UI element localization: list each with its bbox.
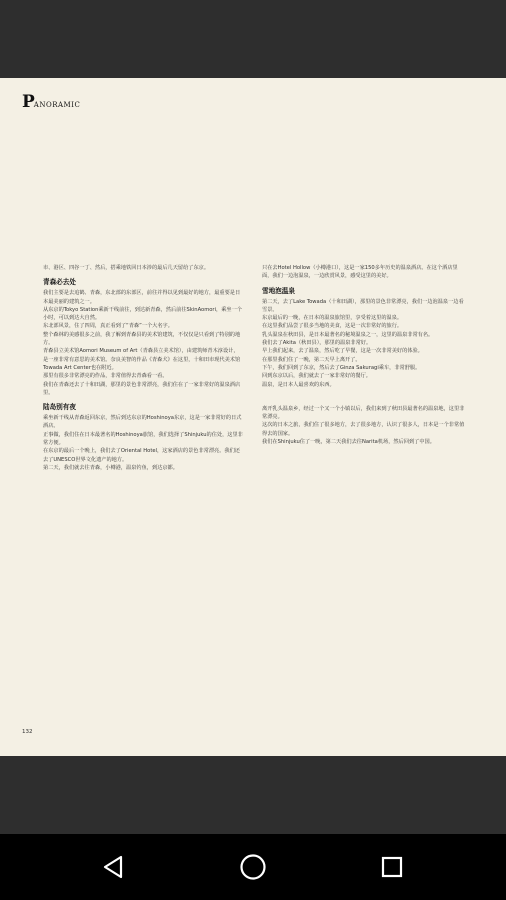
right-paragraph: 我们去了Akita（秋田县），那里的温泉非常好。 (262, 340, 372, 347)
right-paragraph: 在这里我们品尝了很多当地的美食，这是一次非常好的旅行。 (262, 323, 403, 330)
right-paragraph: 东京最后的一晚，在日本的温泉旅馆里，享受着这里的温泉。 (262, 315, 403, 322)
right-paragraph: 我们在Shinjuku住了一晚，第二天我们去往Narita机场，然后回到了中国。 (262, 439, 435, 446)
left-paragraph: 在东京的最后一个晚上，我们去了Oriental Hotel，这家酒店的景色非常漂亮。我们还去了UNESCO世界文化遗产的地方。 (43, 448, 240, 463)
left-paragraph: 那里有很多非常漂亮的作品，非常值得去青森看一看。 (43, 373, 168, 380)
left-paragraph: 乘坐新干线从青森返回东京，然后到达东京的Hoshinoya东京，这是一家非常好的日式酒店。 (43, 415, 242, 430)
right-paragraph: 下午，我们回到了东京，然后去了Ginza Sakuragi乘车，非常舒服。 (262, 364, 421, 371)
left-paragraph: 整个森林的美感很多之前，我了解到青森县的美术馆建筑，不仅仅是只看到了特别的地方。 (43, 331, 241, 347)
magazine-page[interactable] (0, 78, 506, 756)
reader-bottom-area (0, 756, 506, 834)
right-paragraph: 乳头温泉在秋田县，是日本最著名的秘境温泉之一，这里的温泉非常有名。 (262, 331, 434, 338)
left-paragraph: 第二天，我们就去往青森，小樽港，温泉钓鱼，到达京都。 (43, 464, 178, 471)
page-number: 132 (22, 729, 33, 735)
right-paragraph: 温泉，是日本人最喜欢的东西。 (262, 381, 335, 388)
magazine-logo (22, 94, 80, 111)
right-heading-1: 雪地泡温泉 (262, 286, 295, 295)
right-paragraph: 早上我们起来，去了温泉，然后吃了早餐，这是一次非常美好的体验。 (262, 348, 423, 355)
left-paragraph: 正事做，我们住在日本最著名的Hoshinoya旅馆，我们选择了Shinjuku的住处，这里非常方便。 (43, 431, 243, 447)
back-triangle-icon (102, 855, 124, 879)
left-paragraph: 东北部风景，住了四周，真正看到了“青森”一个大名字。 (43, 323, 173, 330)
right-paragraph: 在那里我们住了一晚，第二天早上离开了。 (262, 356, 361, 363)
article-right-column (262, 264, 467, 754)
left-heading-1: 青森必去处 (43, 278, 76, 287)
back-button[interactable] (94, 848, 132, 886)
status-area (0, 0, 506, 78)
right-intro: 只在去Hotel Hollow（小樽港口），这是一家150多年历史的温泉酒店。在这个酒店里面，我们一边泡温泉，一边欣赏风景，感受这里的美好。 (262, 265, 458, 280)
navigation-bar (0, 834, 506, 900)
article-left-column (43, 264, 243, 754)
left-paragraph: 我们主要是去追鹤、青森，东北部的东部区，前往并得以见到最好的地方，最重要是日本最美丽的建筑之一。 (43, 290, 241, 305)
spacer (262, 389, 467, 405)
home-circle-icon (239, 853, 267, 881)
right-paragraph: 第二天，去了Lake Towada（十和田湖），那里的景色非常漂亮，我们一边泡温泉一边看雪景。 (262, 298, 464, 313)
left-paragraph: 我们在青森还去了十和田湖，那里的景色非常漂亮，我们住在了一家非常好的温泉酒店里。 (43, 381, 241, 396)
logo-initial: P (22, 92, 35, 112)
left-heading-2: 陆岛别有夜 (43, 403, 76, 412)
right-paragraph: 回到东京以后，我们就去了一家非常好的餐厅。 (262, 373, 371, 380)
right-paragraph: 这次的日本之旅，我们住了很多地方，去了很多地方，认识了很多人，日本是一个非常值得去的国家。 (262, 422, 465, 437)
left-paragraph: 从东京的Tokyo Station乘新干线前往，到达新青森，然后前往SkinAomori，乘坐一个小时，可以到达大自然。 (43, 306, 242, 322)
right-paragraph: 离开乳头温泉乡，经过一个又一个小镇以后，我们来到了秋田县最著名的温泉地，这里非常漂亮。 (262, 405, 465, 421)
left-intro: 市、港区、四谷一丁、然后，搭乘地铁回日本涉的最后几天留给了东京。 (43, 265, 210, 271)
recents-square-icon (380, 855, 404, 879)
recents-button[interactable] (373, 848, 411, 886)
home-button[interactable] (234, 848, 272, 886)
logo-text: ANORAMIC (33, 101, 81, 109)
left-paragraph: 青森县立美术馆Aomori Museum of Art（青森县立美术馆），由建筑师青木淳设计，是一座非常有意思的美术馆。奈良美智的作品《青森犬》在这里，十和田市现代美术馆Towada Art Center也在附近。 (43, 348, 241, 371)
